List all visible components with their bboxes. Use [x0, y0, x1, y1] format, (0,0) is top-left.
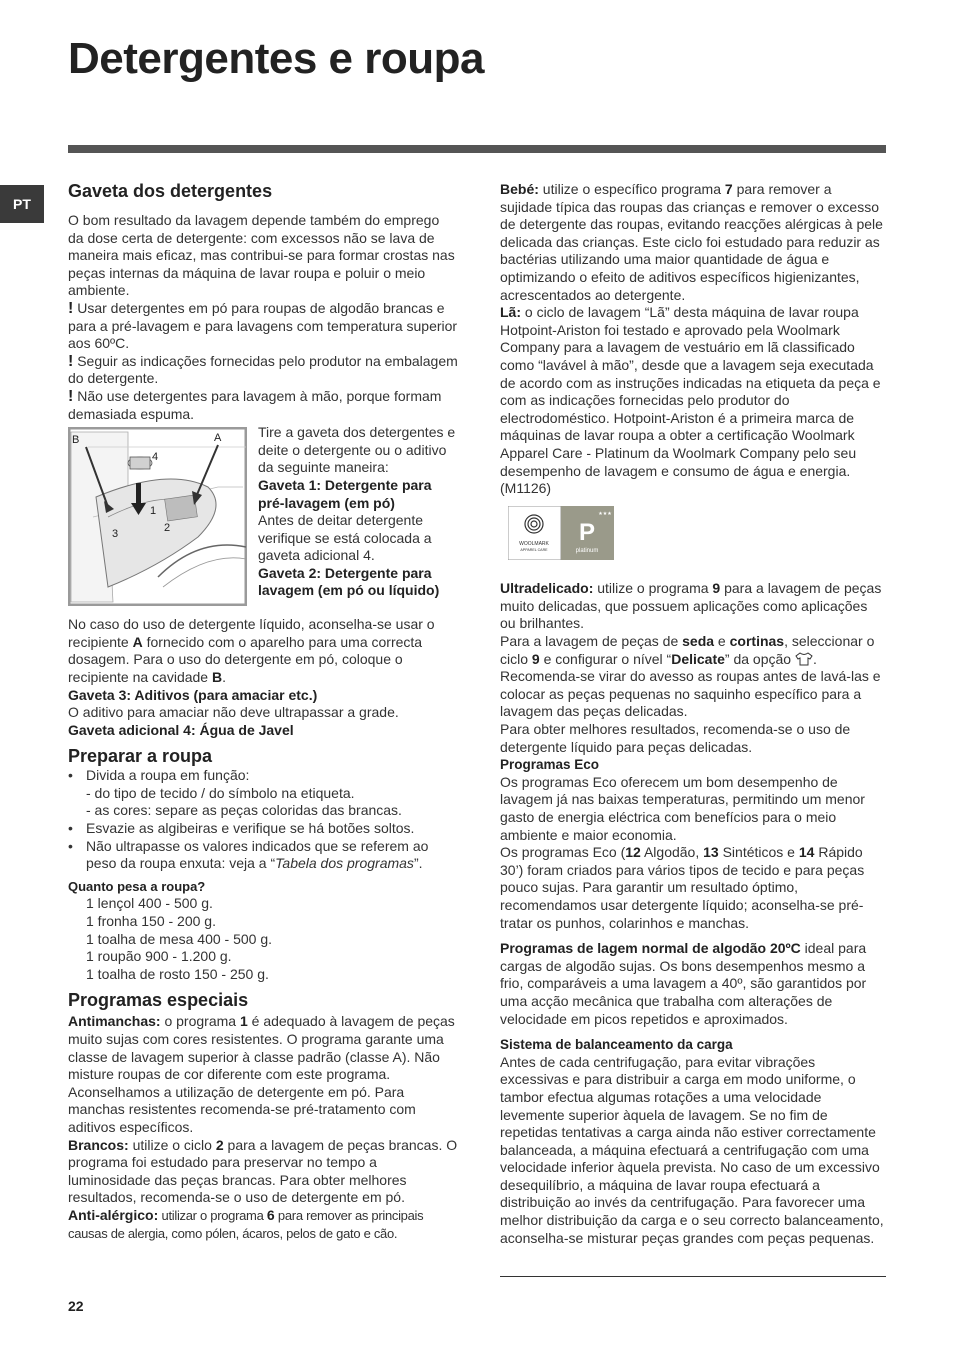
warning-1: ! Usar detergentes em pó para roupas de algodão brancas e para a pré-lavagem e para lavagens com temperatura superior aos 60ºC. — [68, 299, 458, 352]
label-4: 4 — [152, 451, 159, 464]
apparel-care-text: APPAREL CARE — [520, 547, 548, 552]
heading-gaveta: Gaveta dos detergentes — [68, 181, 273, 201]
stars-icon: ★★★ — [598, 510, 612, 517]
gaveta-3-title: Gaveta 3: Aditivos (para amaciar etc.) — [68, 686, 318, 703]
list-item: 1 lençol 400 - 500 g. — [86, 895, 213, 912]
gaveta-4-title: Gaveta adicional 4: Água de Javel — [68, 721, 294, 738]
peso-list — [68, 895, 458, 983]
balanceamento-text: Antes de cada centrifugação, para evitar vibrações excessivas e para distribuir a carga em modo uniforme, o tambor efectua algumas rotações a uma velocidade levemente superior àquela de lavagem. Se no fim de repetidas tentativas a carga ainda não estiver correctamente balanceada, a máquina efectuará a centrifugação com uma velocidade inferior àquela prevista. No caso de um excessivo desequilíbrio, a máquina de lavar roupa efectuará a distribuição ao invés da centrifugação. Para favorecer uma melhor distribuição da carga e o seu correcto balanceamento, aconselha-se misturar peças grandes com peças pequenas. — [500, 1053, 884, 1246]
left-column — [68, 180, 458, 1242]
warning-icon: ! — [68, 299, 74, 317]
woolmark-text: WOOLMARK — [519, 540, 549, 547]
eco-text-1: Os programas Eco oferecem um bom desempenho de lavagem já nas baixas temperaturas, permitindo um menor gasto de energia eléctrica com benefícios para o meio ambiente e maior economia. — [500, 773, 865, 843]
seda-text: Para a lavagem de peças de seda e cortinas, seleccionar o ciclo 9 e configurar o nível “Delicate” da opção . Recomenda-se virar do avesso as roupas antes de lavá-las e colocar as peças pequenas no saquinho específico para a lavagem das peças delicadas. — [500, 633, 881, 720]
warning-icon: ! — [68, 387, 74, 405]
algodao-text: Programas de lagem normal de algodão 20ºC ideal para cargas de algodão sujas. Os bons desempenhos mesmo a frio, comparáveis a uma lavagem a 40º, são garantidos por uma acção mecânica que trabalha com alterações de velocidade em picos repetidos e aproximados. — [500, 940, 867, 1027]
platinum-text: platinum — [575, 547, 599, 554]
list-item: • Divida a roupa em função: - do tipo de tecido / do símbolo na etiqueta. - as cores: separe as peças coloridas das brancas. — [68, 767, 458, 820]
list-item: 1 fronha 150 - 200 g. — [86, 913, 216, 930]
label-3: 3 — [112, 528, 119, 541]
warning-icon: ! — [68, 352, 74, 370]
ultradelicado-text: Ultradelicado: utilize o programa 9 para a lavagem de peças muito delicadas, que possuem aplicações como aplicações ou brilhantes. — [500, 580, 882, 632]
antimanchas-text: Antimanchas: o programa 1 é adequado à lavagem de peças muito sujas com cores resistentes. O programa garante uma classe de lavagem superior à classe padrão (classe A). Não misture roupas de cor diferente com este programa. Aconselhamos a utilização de detergente em pó. Para manchas resistentes recomenda-se pré-tratamento com aditivos específicos. — [68, 1013, 455, 1135]
heading-preparar: Preparar a roupa — [68, 746, 213, 767]
title-rule — [68, 145, 886, 153]
list-item: 1 roupão 900 - 1.200 g. — [86, 948, 232, 965]
list-item: 1 toalha de mesa 400 - 500 g. — [86, 930, 273, 947]
page-title: Detergentes e roupa — [68, 34, 484, 83]
seda-tip: Para obter melhores resultados, recomenda-se o uso de detergente líquido para peças delicadas. — [500, 721, 851, 755]
la-text: Lã: o ciclo de lavagem “Lã” desta máquina de lavar roupa Hotpoint-Ariston foi testado e aprovado pela Woolmark Company para a lavagem de vestuário em lã classificado como “lavável à mão”, desde que a lavagem seja executada de acordo com as instruções indicadas na etiqueta da peça e com as indicações fornecidas pelo produtor do electrodoméstico. Hotpoint-Ariston é a primeira marca de máquinas de lavar roupa a obter a certificação Woolmark Apparel Care - Platinum da Woolmark Company pelo seu desempenho de lavagem e consumo de água e energia. (M1126) — [500, 304, 881, 497]
gaveta-3-text: O aditivo para amaciar não deve ultrapassar a grade. — [68, 704, 399, 721]
warning-3: ! Não use detergentes para lavagem à mão, porque formam demasiada espuma. — [68, 387, 442, 422]
eco-text-2: Os programas Eco (12 Algodão, 13 Sintéticos e 14 Rápido 30’) foram criados para vários tipos de tecido e para peças pouco sujas. Para garantir um resultado óptimo, recomendamos usar detergente líquido; aconselha-se pré-tratar os punhos, colarinhos e manchas. — [500, 844, 865, 931]
delicate-shirt-icon — [795, 652, 813, 666]
language-tab: PT — [0, 185, 44, 223]
drawer-figure-block — [68, 424, 458, 616]
antialergico-text: Anti-alérgico: utilizar o programa 6 para remover as principais causas de alergia, como pólen, ácaros, pelos de gato e cão. — [68, 1206, 424, 1241]
woolmark-platinum-logo — [508, 506, 614, 560]
list-item: • Não ultrapasse os valores indicados que se referem ao peso da roupa enxuta: veja a “Tabela dos programas”. — [68, 838, 458, 873]
drawer-instructions: Tire a gaveta dos detergentes e deite o detergente ou o aditivo da seguinte maneira: Gaveta 1: Detergente para pré-lavagem (em pó) Antes de deitar detergente verifique se está colocada a gaveta adicional 4. Gaveta 2: Detergente para lavagem (em pó ou líquido) — [258, 424, 456, 599]
heading-especiais: Programas especiais — [68, 990, 249, 1011]
warning-2: ! Seguir as indicações fornecidas pelo produtor na embalagem do detergente. — [68, 352, 458, 387]
page-number: 22 — [68, 1298, 84, 1314]
brancos-text: Brancos: utilize o ciclo 2 para a lavagem de peças brancas. O programa foi estudado para preservar no tempo a luminosidade das peças brancas. Para obter melhores resultados, recomenda-se o uso de detergente em pó. — [68, 1136, 458, 1206]
list-item: 1 toalha de rosto 150 - 250 g. — [86, 965, 269, 982]
liquid-detergent-note: No caso do uso de detergente líquido, aconselha-se usar o recipiente A fornecido com o aparelho para uma correcta dosagem. Para o uso do detergente em pó, coloque o recipiente na cavidade B. — [68, 616, 435, 685]
balanceamento-title: Sistema de balanceamento da carga — [500, 1037, 733, 1053]
preparar-list — [68, 767, 458, 873]
label-1: 1 — [150, 505, 157, 518]
gaveta-intro: O bom resultado da lavagem depende também do emprego da dose certa de detergente: com excessos não se lava de maneira mais eficaz, mas contribui-se para formar crostas nas peças internas da máquina de lavar roupa e poluir o meio ambiente. — [68, 212, 455, 299]
label-a: A — [214, 432, 222, 445]
detergent-drawer-illustration — [68, 427, 247, 606]
footer-rule — [500, 1276, 886, 1277]
label-b: B — [72, 434, 80, 447]
eco-title: Programas Eco — [500, 757, 600, 773]
label-2: 2 — [164, 522, 171, 535]
list-item: • Esvazie as algibeiras e verifique se há botões soltos. — [68, 820, 458, 838]
peso-title: Quanto pesa a roupa? — [68, 878, 206, 894]
platinum-p-icon: P — [578, 518, 596, 546]
right-column — [500, 181, 886, 1247]
bebe-text: Bebé: utilize o específico programa 7 para remover a sujidade típica das roupas das crianças e remover o excesso de detergente das roupas, evitando reacções alérgicas à pele delicada das crianças. Este ciclo foi estudado para reduzir as bactérias utilizando uma maior quantidade de água e optimizando o efeito de aditivos específicos higienizantes, acrescentados ao detergente. — [500, 181, 883, 303]
